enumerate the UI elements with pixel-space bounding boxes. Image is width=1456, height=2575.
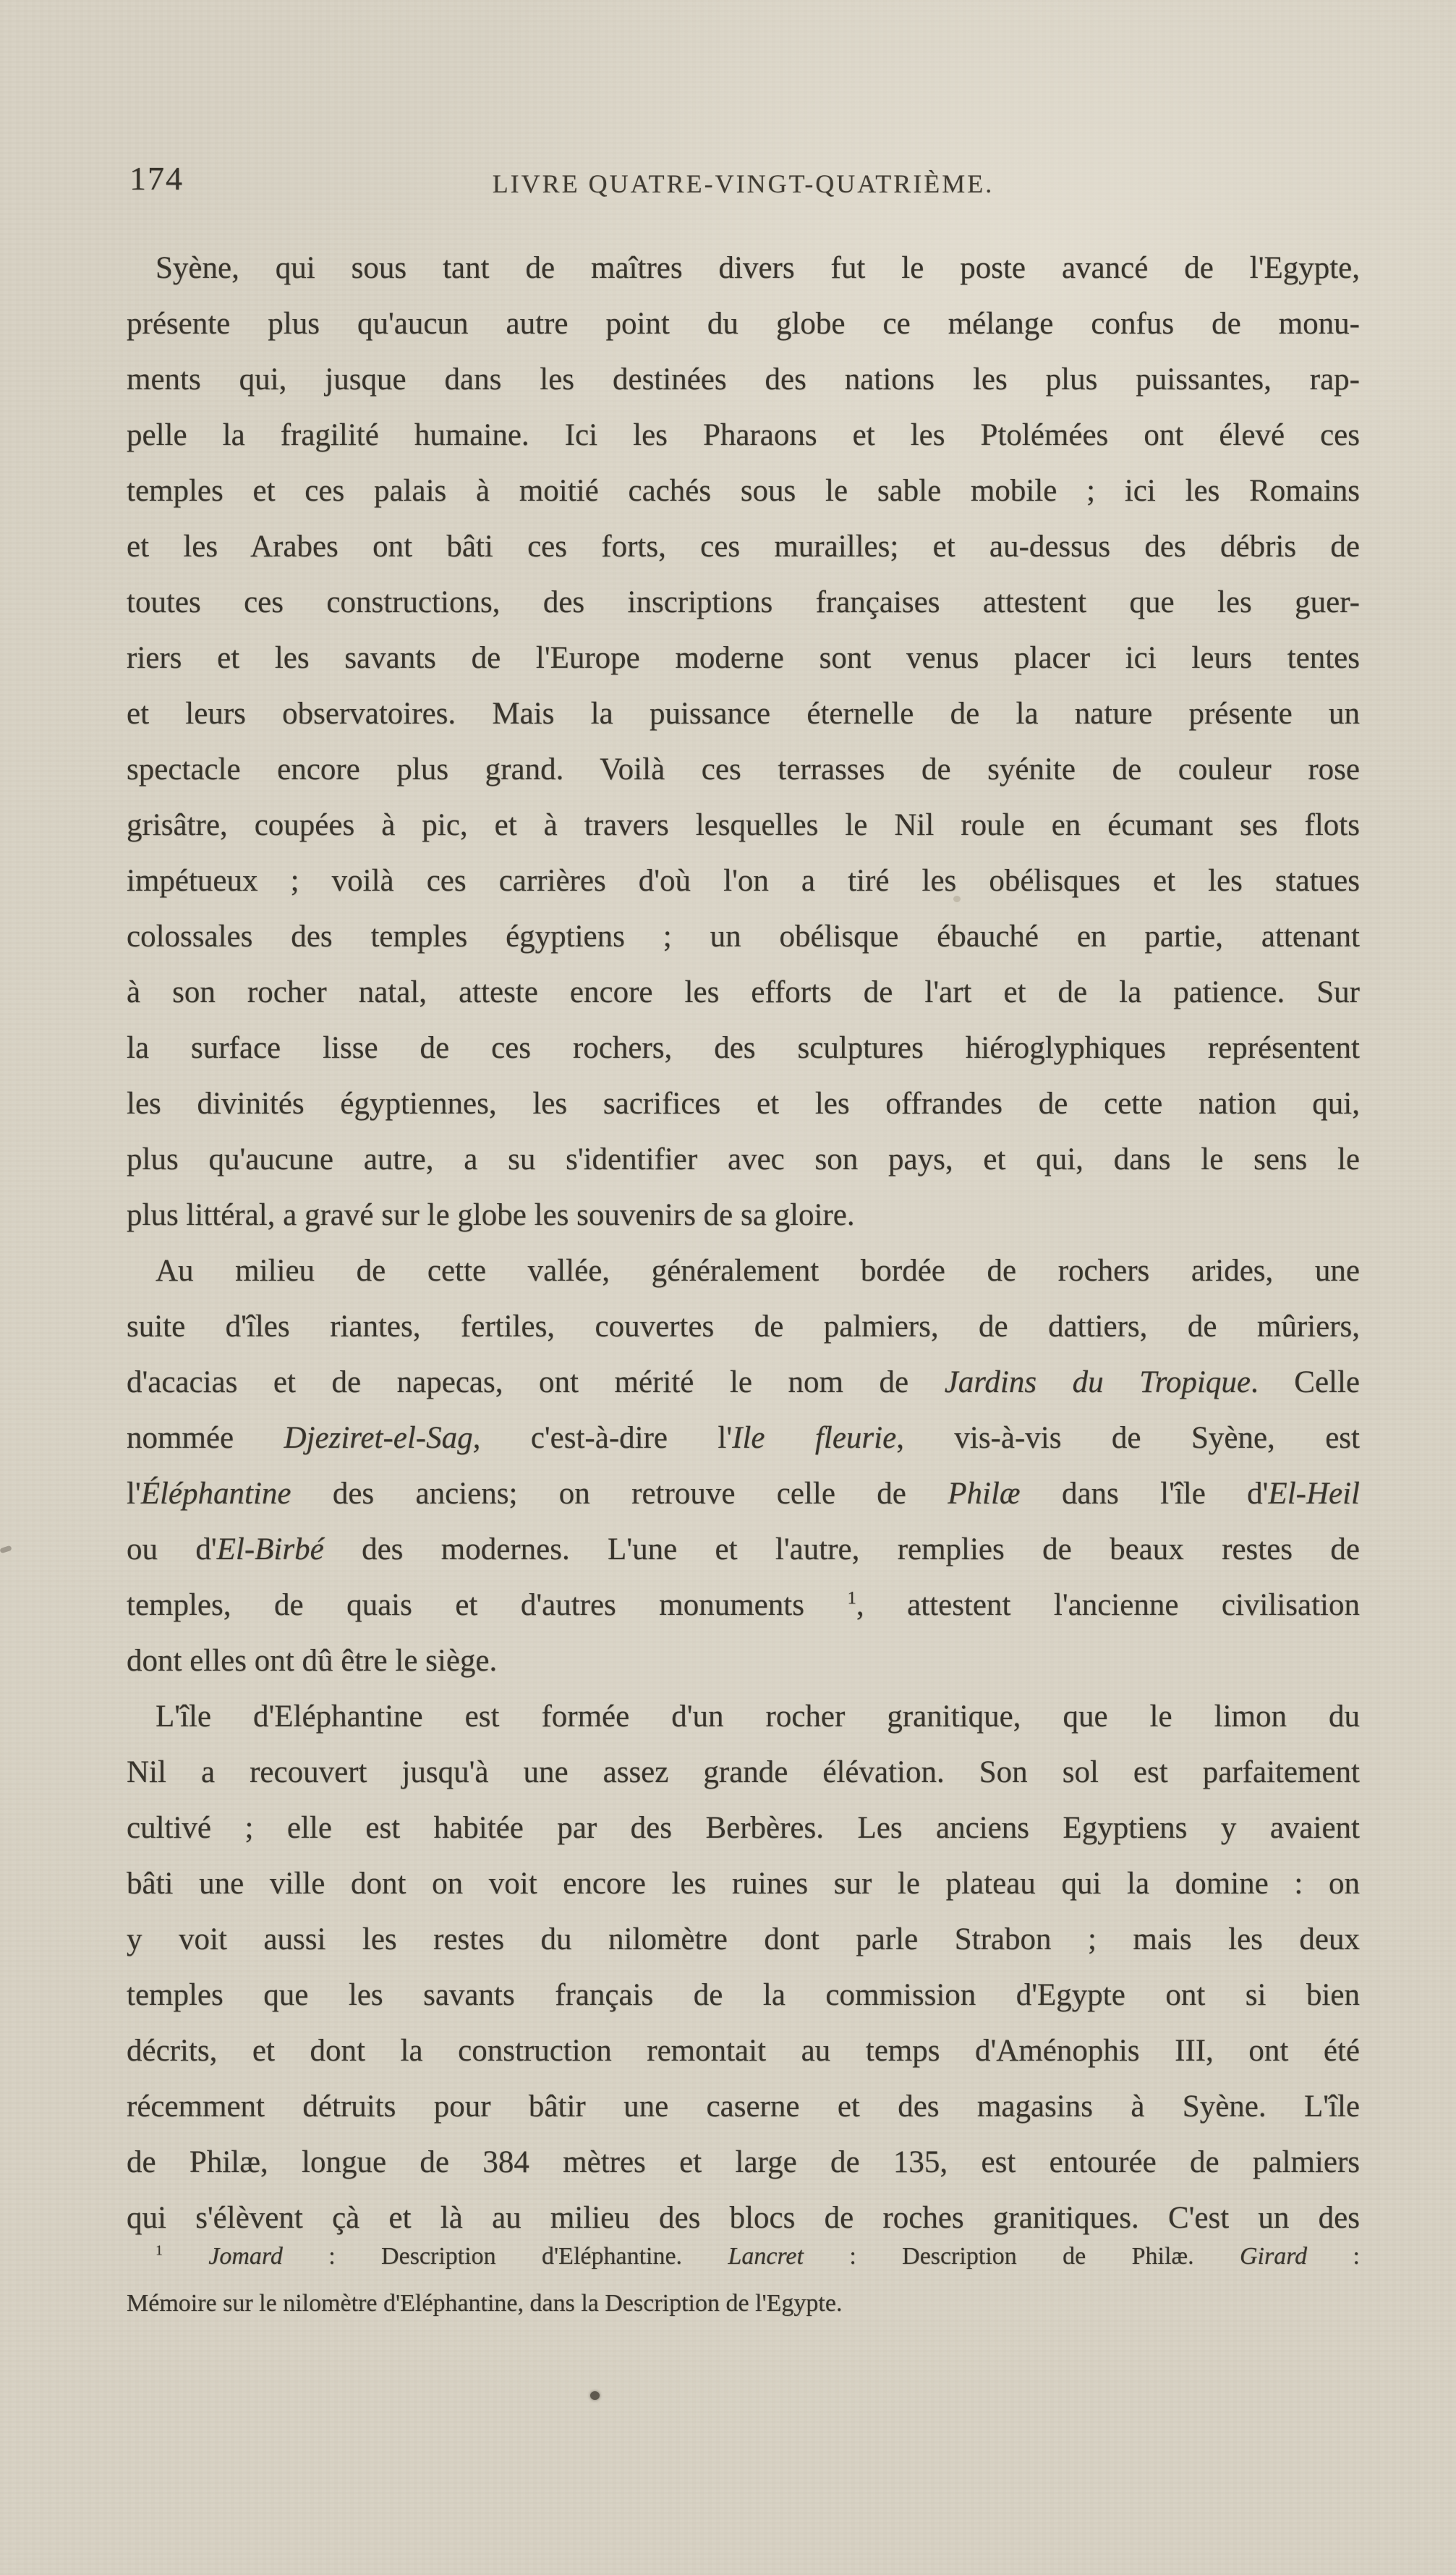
text-line: Nil a recouvert jusqu'à une assez grande élévation. Son sol est parfaitement [127,1755,1360,1789]
text-line: spectacle encore plus grand. Voilà ces terrasses de syénite de couleur rose [127,752,1360,786]
text-line: la surface lisse de ces rochers, des sculptures hiéroglyphiques représentent [127,1031,1360,1065]
paragraph [127,240,1360,1243]
text-line: présente plus qu'aucun autre point du globe ce mélange confus de monu- [127,307,1360,341]
text-line: qui s'élèvent çà et là au milieu des blocs de roches granitiques. C'est un des [127,2201,1360,2235]
body-text [127,240,1360,2246]
text-line: et leurs observatoires. Mais la puissance éternelle de la nature présente un [127,697,1360,731]
text-line: Syène, qui sous tant de maîtres divers fut le poste avancé de l'Egypte, [156,251,1360,285]
running-header: LIVRE QUATRE-VINGT-QUATRIÈME. [492,169,995,198]
text-line: bâti une ville dont on voit encore les ruines sur le plateau qui la domine : on [127,1867,1360,1901]
text-line: nommée Djeziret-el-Sag, c'est-à-dire l'Ile fleurie, vis-à-vis de Syène, est [127,1421,1360,1455]
footnote [127,2233,1360,2327]
printers-mark-dot [590,2391,600,2400]
text-line: l'Éléphantine des anciens; on retrouve celle de Philæ dans l'île d'El-Heil [127,1477,1360,1511]
text-line: décrits, et dont la construction remontait au temps d'Aménophis III, ont été [127,2034,1360,2068]
text-line: à son rocher natal, atteste encore les efforts de l'art et de la patience. Sur [127,975,1360,1009]
text-line: $^1$ Jomard : Description d'Eléphantine. Lancret : Description de Philæ. Girard : [156,2242,1360,2270]
text-line: L'île d'Eléphantine est formée d'un rocher granitique, que le limon du [156,1700,1360,1734]
page-edge-speck [0,1545,12,1554]
text-line: temples que les savants français de la commission d'Egypte ont si bien [127,1978,1360,2012]
text-line: temples et ces palais à moitié cachés sous le sable mobile ; ici les Romains [127,474,1360,508]
text-line: temples, de quais et d'autres monuments $^1$, attestent l'ancienne civilisation [127,1588,1360,1622]
text-line: grisâtre, coupées à pic, et à travers lesquelles le Nil roule en écumant ses flots [127,808,1360,842]
text-line: cultivé ; elle est habitée par des Berbères. Les anciens Egyptiens y avaient [127,1811,1360,1845]
text-line: pelle la fragilité humaine. Ici les Pharaons et les Ptolémées ont élevé ces [127,418,1360,452]
text-line: toutes ces constructions, des inscriptions françaises attestent que les guer- [127,585,1360,619]
page-header [127,160,1360,198]
text-line: les divinités égyptiennes, les sacrifices et les offrandes de cette nation qui, [127,1087,1360,1121]
text-line: suite d'îles riantes, fertiles, couvertes de palmiers, de dattiers, de mûriers, [127,1310,1360,1344]
text-line: d'acacias et de napecas, ont mérité le nom de Jardins du Tropique. Celle [127,1365,1361,1399]
text-line: dont elles ont dû être le siège. [127,1644,498,1678]
text-line: plus qu'aucune autre, a su s'identifier avec son pays, et qui, dans le sens le [127,1142,1360,1176]
text-line: colossales des temples égyptiens ; un obélisque ébauché en partie, attenant [127,920,1360,954]
text-line: Au milieu de cette vallée, généralement bordée de rochers arides, une [156,1254,1360,1288]
text-line: ments qui, jusque dans les destinées des nations les plus puissantes, rap- [127,362,1360,396]
text-line: plus littéral, a gravé sur le globe les souvenirs de sa gloire. [127,1198,855,1232]
text-line: riers et les savants de l'Europe moderne sont venus placer ici leurs tentes [127,641,1360,675]
page-number: 174 [129,160,184,197]
text-line: récemment détruits pour bâtir une caserne et des magasins à Syène. L'île [127,2090,1360,2124]
paragraph [127,1689,1360,2246]
text-line: et les Arabes ont bâti ces forts, ces murailles; et au-dessus des débris de [127,530,1360,564]
text-line: de Philæ, longue de 384 mètres et large de 135, est entourée de palmiers [127,2145,1360,2179]
text-line: ou d'El-Birbé des modernes. L'une et l'autre, remplies de beaux restes de [127,1532,1360,1566]
paragraph [127,1243,1360,1689]
text-line: Mémoire sur le nilomètre d'Eléphantine, dans la Description de l'Egypte. [127,2290,843,2317]
text-line: y voit aussi les restes du nilomètre dont parle Strabon ; mais les deux [127,1922,1360,1956]
text-line: impétueux ; voilà ces carrières d'où l'on a tiré les obélisques et les statues [127,864,1360,898]
